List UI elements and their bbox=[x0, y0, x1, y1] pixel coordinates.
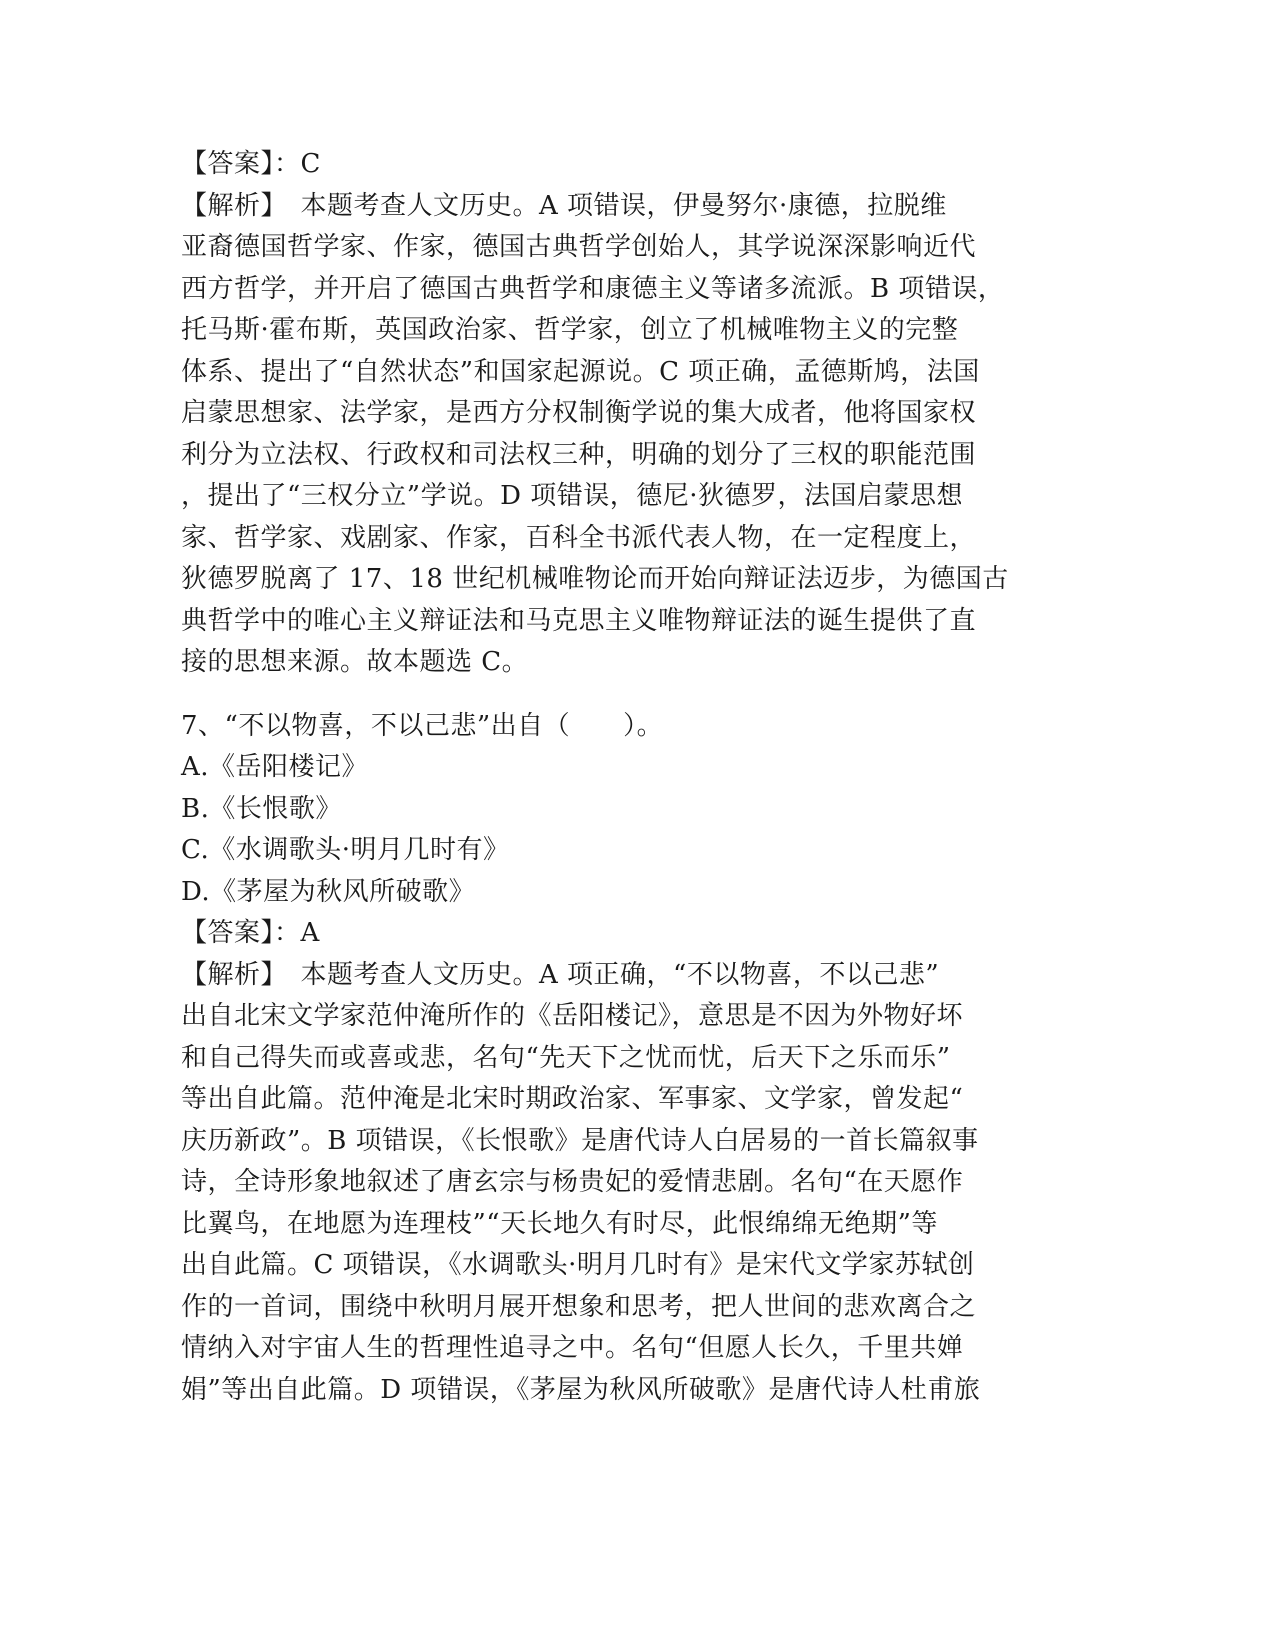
option-b: B.《长恨歌》 bbox=[181, 793, 342, 824]
option-a: A.《岳阳楼记》 bbox=[181, 752, 369, 782]
analysis-line: 作的一首词，围绕中秋明月展开想象和思考，把人世间的悲欢离合之 bbox=[181, 1291, 977, 1322]
option-c: C.《水调歌头·明月几时有》 bbox=[181, 835, 510, 865]
question-7-options bbox=[181, 747, 1041, 913]
analysis-line: 典哲学中的唯心主义辩证法和马克思主义唯物辩证法的诞生提供了直 bbox=[181, 605, 977, 636]
analysis-line: 狄德罗脱离了 17、18 世纪机械唯物论而开始向辩证法迈步，为德国古 bbox=[181, 564, 1009, 594]
analysis-line: 接的思想来源。故本题选 C。 bbox=[181, 647, 529, 677]
spacer bbox=[181, 684, 1041, 706]
analysis-line: 启蒙思想家、法学家，是西方分权制衡学说的集大成者，他将国家权 bbox=[181, 398, 977, 428]
analysis-line: 【解析】 本题考查人文历史。A 项错误，伊曼努尔·康德，拉脱维 bbox=[181, 190, 947, 221]
analysis-line: 西方哲学，并开启了德国古典哲学和康德主义等诸多流派。B 项错误， bbox=[181, 273, 1005, 304]
analysis-line: 利分为立法权、行政权和司法权三种，明确的划分了三权的职能范围 bbox=[181, 439, 977, 470]
analysis-previous bbox=[181, 186, 1041, 684]
analysis-line: 家、哲学家、戏剧家、作家，百科全书派代表人物，在一定程度上， bbox=[181, 522, 977, 553]
answer-label-q7: 【答案】：A bbox=[181, 918, 320, 948]
analysis-line: 托马斯·霍布斯，英国政治家、哲学家，创立了机械唯物主义的完整 bbox=[181, 315, 959, 345]
question-7-stem: 7、“不以物喜，不以己悲”出自（ ）。 bbox=[181, 710, 664, 741]
analysis-line: 和自己得失而或喜或悲，名句“先天下之忧而忧，后天下之乐而乐” bbox=[181, 1042, 951, 1073]
analysis-line: 【解析】 本题考查人文历史。A 项正确，“不以物喜，不以己悲” bbox=[181, 959, 940, 990]
analysis-line: 出自此篇。C 项错误，《水调歌头·明月几时有》是宋代文学家苏轼创 bbox=[181, 1250, 975, 1280]
option-d: D.《茅屋为秋风所破歌》 bbox=[181, 876, 476, 907]
analysis-q7 bbox=[181, 955, 1041, 1412]
analysis-line: 情纳入对宇宙人生的哲理性追寻之中。名句“但愿人长久，千里共婵 bbox=[181, 1333, 964, 1363]
analysis-line: 诗，全诗形象地叙述了唐玄宗与杨贵妃的爱情悲剧。名句“在天愿作 bbox=[181, 1167, 964, 1197]
analysis-line: 比翼鸟，在地愿为连理枝”“天长地久有时尽，此恨绵绵无绝期”等 bbox=[181, 1208, 938, 1239]
analysis-line: 等出自此篇。范仲淹是北宋时期政治家、军事家、文学家，曾发起“ bbox=[181, 1084, 964, 1114]
analysis-line: ，提出了“三权分立”学说。D 项错误，德尼·狄德罗，法国启蒙思想 bbox=[181, 481, 963, 511]
analysis-line: 出自北宋文学家范仲淹所作的《岳阳楼记》，意思是不因为外物好坏 bbox=[181, 1001, 964, 1031]
analysis-line: 庆历新政”。B 项错误，《长恨歌》是唐代诗人白居易的一首长篇叙事 bbox=[181, 1125, 979, 1156]
answer-label-previous: 【答案】：C bbox=[181, 149, 321, 179]
analysis-line: 亚裔德国哲学家、作家，德国古典哲学创始人，其学说深深影响近代 bbox=[181, 232, 977, 262]
analysis-line: 体系、提出了“自然状态”和国家起源说。C 项正确，孟德斯鸠，法国 bbox=[181, 356, 980, 387]
analysis-line: 娟”等出自此篇。D 项错误，《茅屋为秋风所破歌》是唐代诗人杜甫旅 bbox=[181, 1374, 981, 1405]
document-page bbox=[181, 144, 1041, 1411]
